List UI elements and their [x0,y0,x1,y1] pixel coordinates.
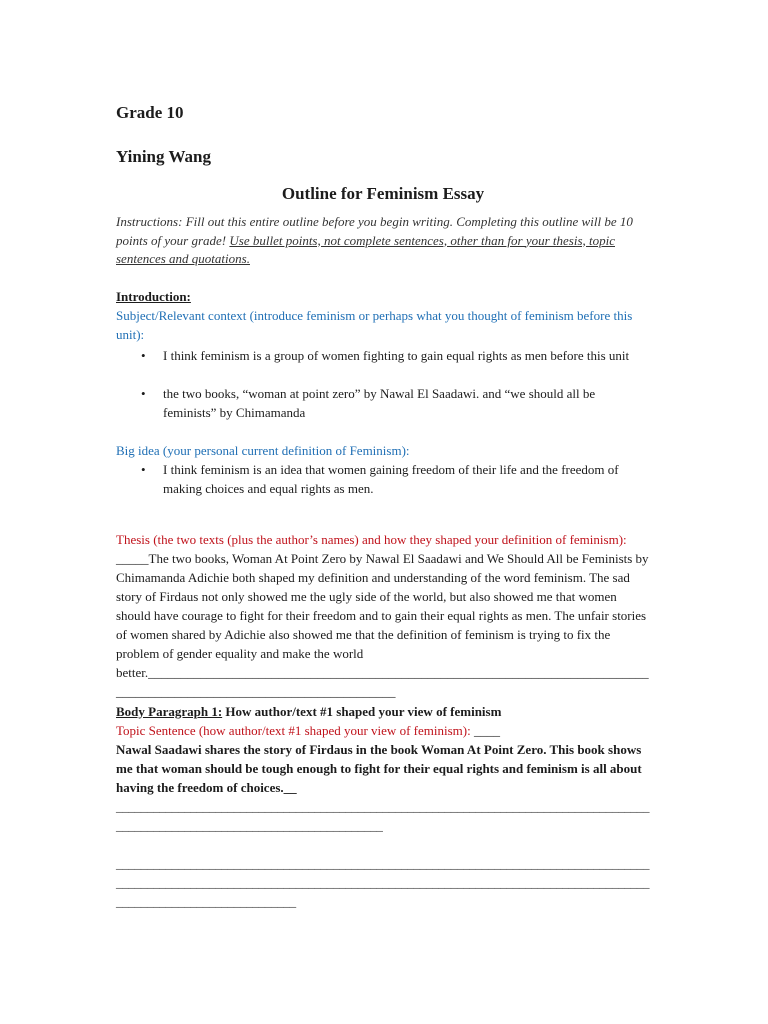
bullet-icon: • [141,461,146,477]
body-paragraph-1-label: Body Paragraph 1: [116,703,223,719]
bullet-icon: • [141,347,146,363]
list-item [141,384,650,422]
bullet-text: I think feminism is a group of women fighting to gain equal rights as men before this unit [163,347,630,363]
instructions [116,213,650,269]
student-name: Yining Wang [116,147,211,166]
blank-answer-line: _________________________________________________________________________________________________________________________________________________________________________________________________________ [116,855,650,909]
big-idea-bullet-list [116,460,650,498]
thesis-text: _____The two books, Woman At Point Zero by Nawal El Saadawi and We Should All be Feminists by Chimamanda Adichie both shaped my definition and understanding of the word feminism. The sad story of Firdaus not only showed me the ugly side of the world, but also showed me that women should have courage to fight for their freedom and to gain their equal rights as men. The unfair stories of women shared by Adichie also showed me that the definition of feminism is trying to fix the problem of gender equality and make the world better.________________________________________________________________________________________________________________________ [116,550,649,699]
body-paragraph-1-heading [116,702,650,721]
subject-bullet-list [116,346,650,422]
topic-sentence-prompt-line [116,721,650,740]
thesis-paragraph [116,530,650,701]
grade-heading: Grade 10 [116,103,184,122]
topic-sentence-blank: ____ [473,722,500,738]
big-idea-prompt: Big idea (your personal current definition of Feminism): [116,442,410,458]
thesis-prompt: Thesis (the two texts (plus the author’s names) and how they shaped your definition of feminism): [116,531,627,547]
introduction-label: Introduction: [116,288,191,304]
body-paragraph-1-heading-rest: How author/text #1 shaped your view of feminism [222,703,502,719]
blank-answer-line: _________________________________________________________________________________________________________________________________ [116,798,650,833]
instructions-underlined: Use bullet points, not complete sentences, other than for your thesis, topic sentences and quotations. [116,232,615,266]
introduction-heading [116,287,650,306]
list-item [141,460,650,498]
bullet-text: I think feminism is an idea that women gaining freedom of their life and the freedom of making choices and equal rights as men. [163,461,619,496]
outline-document [116,101,650,911]
instructions-text: Instructions: Fill out this entire outline before you begin writing. Completing this outline will be 10 points of your grade! [116,214,633,248]
bullet-icon: • [141,385,146,401]
topic-sentence-text: Nawal Saadawi shares the story of Firdaus in the book Woman At Point Zero. This book shows me that woman should be tough enough to fight for their equal rights and feminism is all about having the freedom of choices.__ [116,741,642,795]
bullet-text: the two books, “woman at point zero” by Nawal El Saadawi. and “we should all be feminists” by Chimamanda [163,385,596,420]
document-title: Outline for Feminism Essay [281,184,485,203]
topic-sentence-prompt: Topic Sentence (how author/text #1 shaped your view of feminism): [116,722,474,738]
list-item [141,346,650,365]
subject-prompt: Subject/Relevant context (introduce feminism or perhaps what you thought of feminism before this unit): [116,307,633,342]
